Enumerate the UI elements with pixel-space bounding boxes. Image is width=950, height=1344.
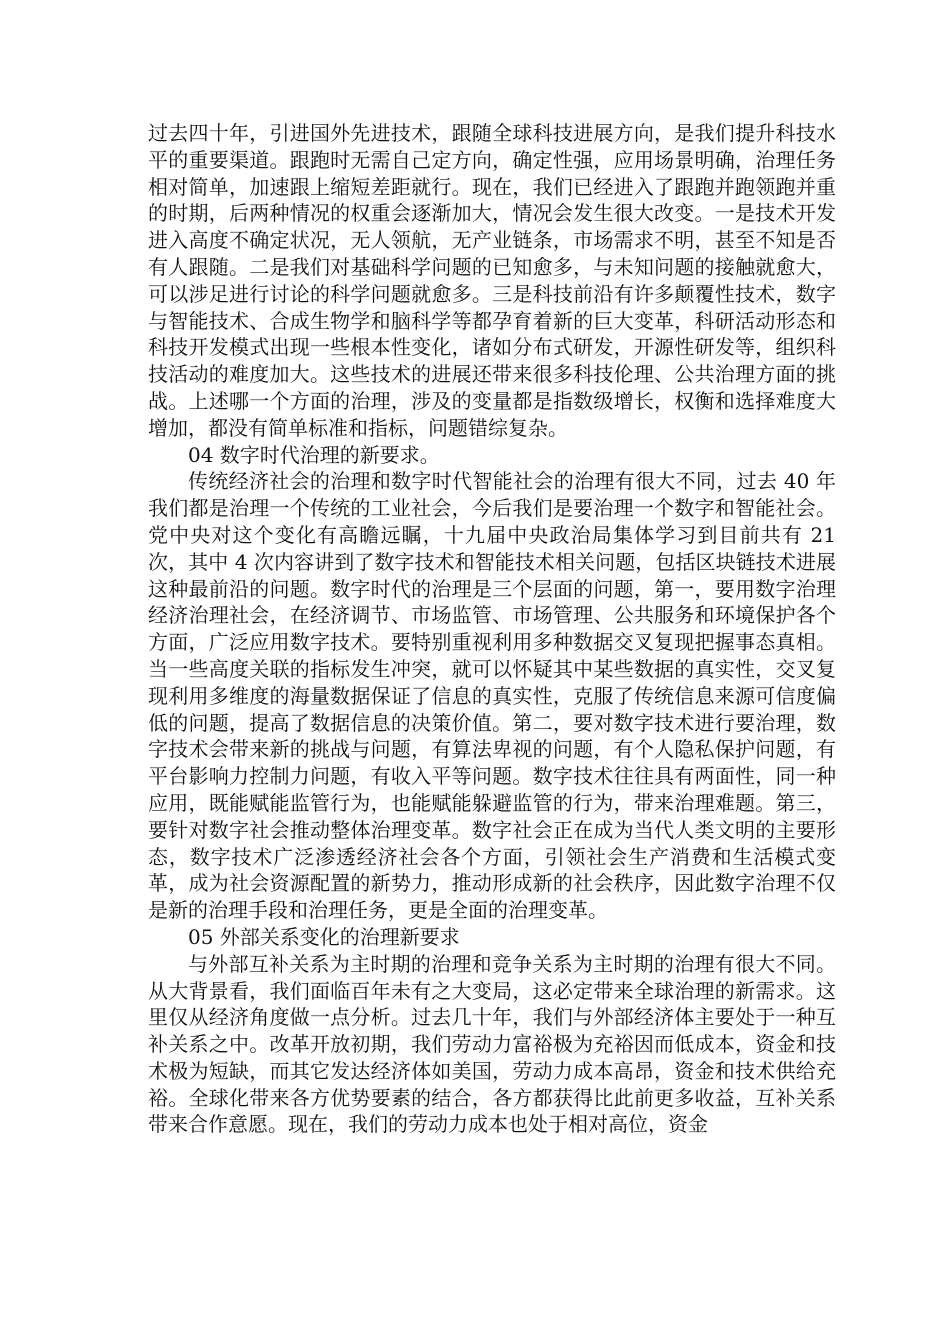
paragraph-digital-governance: 传统经济社会的治理和数字时代智能社会的治理有很大不同，过去 40 年我们都是治理一个传统的工业社会，今后我们是要治理一个数字和智能社会。党中央对这个变化有高瞻远瞩，十九届中央政治局集体学习到目前共有 21 次，其中 4 次内容讲到了数字技术和智能技术相关问题，包括区块链技术进展这种最前沿的问题。数字时代的治理是三个层面的问题，第一，要用数字治理经济治理社会，在经济调节、市场监管、市场管理、公共服务和环境保护各个方面，广泛应用数字技术。要特别重视利用多种数据交叉复现把握事态真相。当一些高度关联的指标发生冲突，就可以怀疑其中某些数据的真实性，交叉复现利用多维度的海量数据保证了信息的真实性，克服了传统信息来源可信度偏低的问题，提高了数据信息的决策价值。第二，要对数字技术进行要治理，数字技术会带来新的挑战与问题，有算法卑视的问题，有个人隐私保护问题，有平台影响力控制力问题，有收入平等问题。数字技术往往具有两面性，同一种应用，既能赋能监管行为，也能赋能躲避监管的行为，带来治理难题。第三，要针对数字社会推动整体治理变革。数字社会正在成为当代人类文明的主要形态，数字技术广泛渗透经济社会各个方面，引领社会生产消费和生活模式变革，成为社会资源配置的新势力，推动形成新的社会秩序，因此数字治理不仅是新的治理手段和治理任务，更是全面的治理变革。	[148, 469, 836, 923]
paragraph-intro: 过去四十年，引进国外先进技术，跟随全球科技进展方向，是我们提升科技水平的重要渠道。跟跑时无需自己定方向，确定性强，应用场景明确，治理任务相对简单，加速跟上缩短差距就行。现在，我们已经进入了跟跑并跑领跑并重的时期，后两种情况的权重会逐渐加大，情况会发生很大改变。一是技术开发进入高度不确定状况，无人领航，无产业链条，市场需求不明，甚至不知是否有人跟随。二是我们对基础科学问题的已知愈多，与未知问题的接触就愈大，可以涉足进行讨论的科学问题就愈多。三是科技前沿有许多颠覆性技术，数字与智能技术、合成生物学和脑科学等都孕育着新的巨大变革，科研活动形态和科技开发模式出现一些根本性变化，诸如分布式研发，开源性研发等，组织科技活动的难度加大。这些技术的进展还带来很多科技伦理、公共治理方面的挑战。上述哪一个方面的治理，涉及的变量都是指数级增长，权衡和选择难度大增加，都没有简单标准和指标，问题错综复杂。	[148, 121, 836, 440]
document-page	[148, 120, 836, 1138]
section-heading-05: 05 外部关系变化的治理新要求	[188, 924, 460, 949]
section-heading-04: 04 数字时代治理的新要求。	[188, 442, 440, 467]
paragraph-external-relations: 与外部互补关系为主时期的治理和竞争关系为主时期的治理有很大不同。从大背景看，我们面临百年未有之大变局，这必定带来全球治理的新需求。这里仅从经济角度做一点分析。过去几十年，我们与外部经济体主要处于一种互补关系之中。改革开放初期，我们劳动力富裕极为充裕因而低成本，资金和技术极为短缺，而其它发达经济体如美国，劳动力成本高昂，资金和技术供给充裕。全球化带来各方优势要素的结合，各方都获得比此前更多收益，互补关系带来合作意愿。现在，我们的劳动力成本也处于相对高位，资金	[148, 951, 836, 1137]
